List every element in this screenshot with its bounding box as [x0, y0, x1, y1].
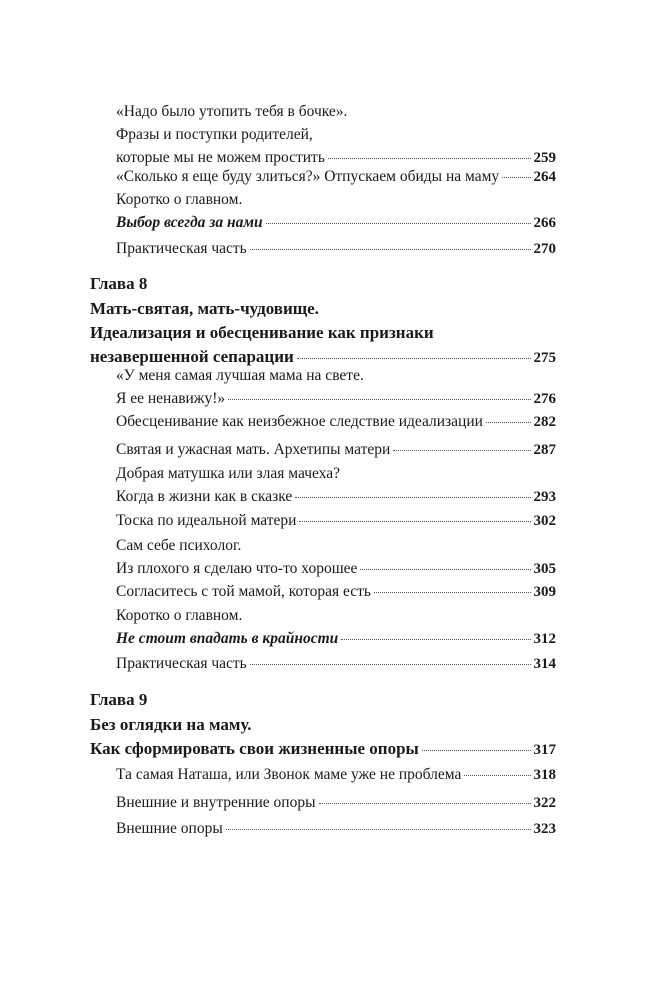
toc-entry-text: Практическая часть [116, 655, 247, 672]
leader-dots [486, 421, 531, 423]
page-number: 317 [533, 742, 556, 758]
toc-entry [116, 410, 556, 434]
leader-dots [422, 749, 531, 751]
toc-entry-text: «У меня самая лучшая мама на свете. [116, 367, 364, 384]
toc-entry-text: Выбор всегда за нами [116, 214, 263, 231]
leader-dots [374, 591, 531, 593]
toc-entry-text: «Надо было утопить тебя в бочке». [116, 103, 348, 120]
page-number: 323 [533, 821, 556, 837]
page-number: 305 [533, 561, 556, 577]
toc-entry-text: Коротко о главном. [116, 191, 243, 208]
toc-entry [116, 364, 556, 411]
page-number: 302 [533, 513, 556, 529]
chapter-title-text: незавершенной сепарации [90, 347, 294, 366]
page-number: 276 [533, 391, 556, 407]
toc-entry-text: Тоска по идеальной матери [116, 512, 297, 529]
chapter-title-text: Без оглядки на маму. [90, 715, 252, 734]
toc-entry-text: Я ее ненавижу!» [116, 390, 226, 407]
toc-entry-text: Внешние и внутренние опоры [116, 794, 316, 811]
toc-entry-text: Внешние опоры [116, 820, 223, 837]
page-number: 287 [533, 442, 556, 458]
leader-dots [464, 774, 530, 776]
page-number: 314 [533, 656, 556, 672]
chapter-title-text: Мать-святая, мать-чудовище. [90, 299, 319, 318]
toc-entry-text: Святая и ужасная мать. Архетипы матери [116, 441, 391, 458]
toc-entry-text: «Сколько я еще буду злиться?» Отпускаем обиды на маму [116, 168, 500, 185]
toc-entry-text: Согласитесь с той мамой, которая есть [116, 583, 371, 600]
page-number: 322 [533, 795, 556, 811]
toc-entry [116, 791, 556, 815]
toc-entry-text: Практическая часть [116, 240, 247, 257]
leader-dots [393, 449, 530, 451]
leader-dots [360, 568, 530, 570]
leader-dots [295, 496, 530, 498]
toc-entry [116, 237, 556, 261]
chapter-label: Глава 8 [90, 274, 148, 293]
toc-entry [116, 763, 556, 787]
toc-entry [116, 534, 556, 581]
page-number: 309 [533, 584, 556, 600]
leader-dots [250, 248, 531, 250]
toc-entry-text: которые мы не можем простить [116, 149, 325, 166]
page-number: 266 [533, 215, 556, 231]
leader-dots [250, 663, 531, 665]
page-number: 293 [533, 489, 556, 505]
toc-entry-text: Та самая Наташа, или Звонок маме уже не проблема [116, 766, 462, 783]
page-number: 318 [533, 767, 556, 783]
chapter-title-text: Идеализация и обесценивание как признаки [90, 323, 434, 342]
leader-dots [299, 520, 530, 522]
page-number: 264 [533, 169, 556, 185]
page-number: 312 [533, 631, 556, 647]
leader-dots [341, 638, 530, 640]
leader-dots [328, 157, 531, 159]
toc-entry-text: Фразы и поступки родителей, [116, 126, 313, 143]
leader-dots [502, 176, 530, 178]
toc-entry-text: Коротко о главном. [116, 607, 243, 624]
chapter-title [90, 297, 556, 370]
leader-dots [228, 398, 530, 400]
page-number: 270 [533, 241, 556, 257]
toc-entry-text: Обесценивание как неизбежное следствие идеализации [116, 413, 483, 430]
leader-dots [266, 222, 531, 224]
toc-entry [116, 438, 556, 462]
toc-entry-text: Когда в жизни как в сказке [116, 488, 293, 505]
page-number: 275 [533, 350, 556, 366]
leader-dots [297, 357, 531, 359]
chapter-title [90, 713, 556, 762]
toc-entry [116, 652, 556, 676]
toc-entry [116, 509, 556, 533]
toc-entry [116, 817, 556, 841]
toc-entry [116, 580, 556, 604]
toc-entry [116, 604, 556, 651]
toc-entry [116, 462, 556, 509]
leader-dots [226, 828, 531, 830]
toc-entry [116, 188, 556, 235]
toc-entry [116, 165, 556, 189]
toc-entry-text: Из плохого я сделаю что-то хорошее [116, 560, 358, 577]
toc-entry [116, 100, 556, 170]
chapter-title-text: Как сформировать свои жизненные опоры [90, 739, 419, 758]
page-number: 259 [533, 150, 556, 166]
leader-dots [319, 802, 531, 804]
toc-entry-text: Не стоит впадать в крайности [116, 630, 339, 647]
page-number: 282 [533, 414, 556, 430]
toc-entry-text: Сам себе психолог. [116, 537, 242, 554]
toc-entry-text: Добрая матушка или злая мачеха? [116, 465, 341, 482]
chapter-label: Глава 9 [90, 690, 148, 709]
